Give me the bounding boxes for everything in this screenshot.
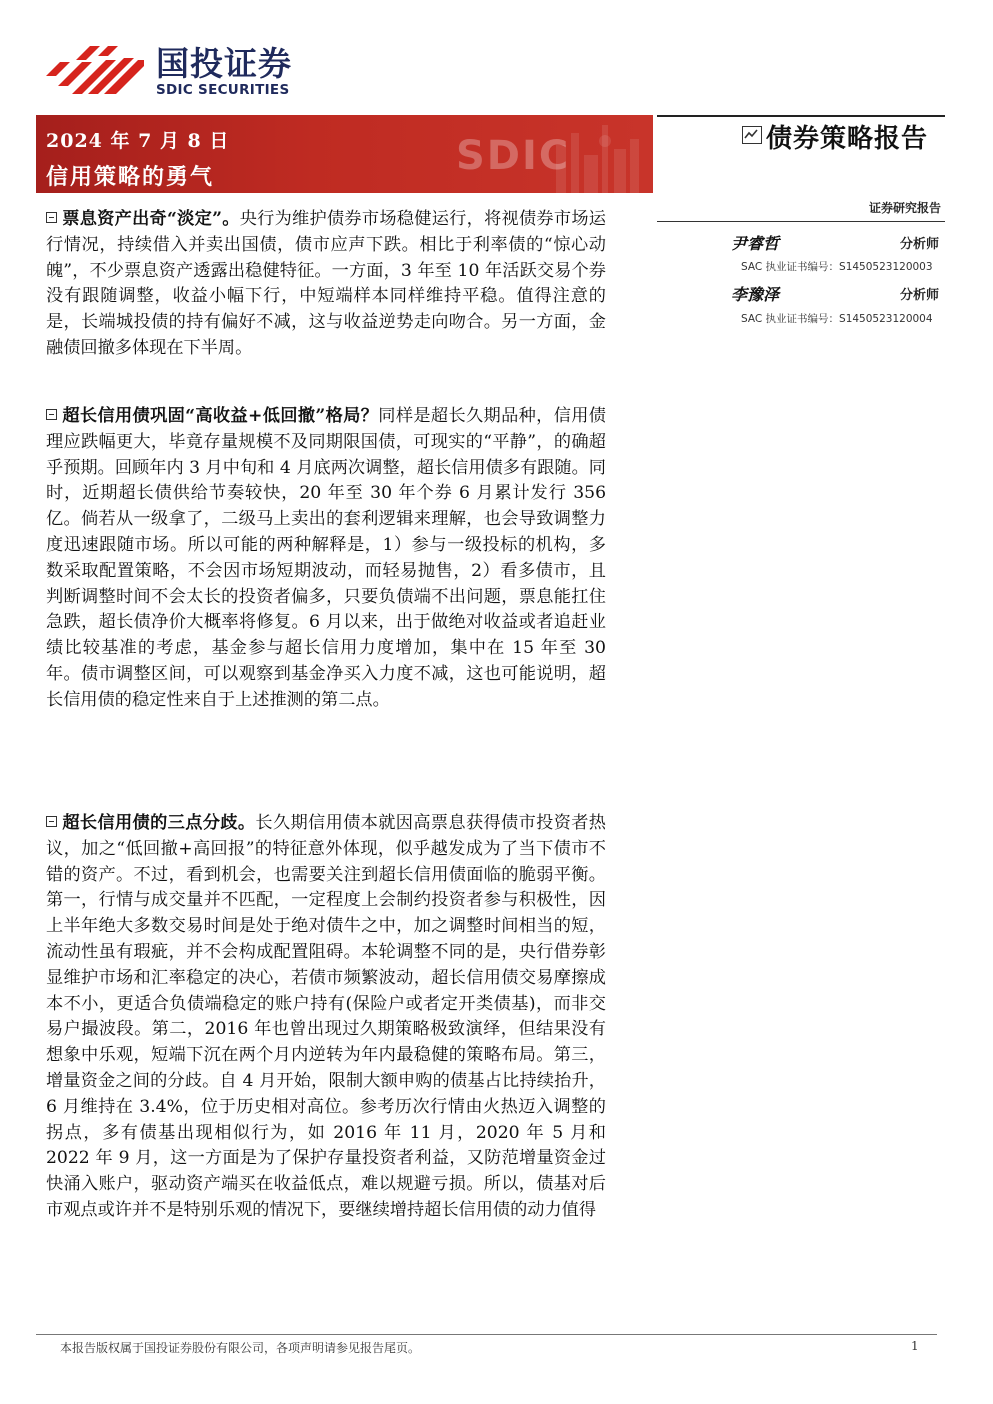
- analyst-cert: SAC 执业证书编号：S1450523120003: [741, 261, 933, 273]
- paragraph-lead: 票息资产出奇“淡定”。: [62, 209, 240, 229]
- paragraph: [46, 404, 606, 714]
- report-sub-label: 证券研究报告: [868, 201, 941, 215]
- report-type: [766, 118, 928, 155]
- page-number: 1: [911, 1339, 919, 1353]
- logo-name-cn: 国投证券: [156, 44, 292, 83]
- company-logo: [46, 42, 316, 100]
- analyst-name: 李豫泽: [731, 285, 780, 304]
- paragraph: [46, 207, 606, 362]
- sidebar-divider: [657, 221, 945, 222]
- sidebar-top-rule: [657, 115, 945, 117]
- footer-rule: [36, 1334, 937, 1335]
- report-type-label: 债券策略报告: [766, 124, 929, 154]
- analyst-role: 分析师: [899, 288, 939, 303]
- paragraph-text: 同样是超长久期品种，信用债理应跌幅更大，毕竟存量规模不及同期限国债，可现实的“平静”，的确超乎预期。回顾年内 3 月中旬和 4 月底两次调整，超长信用债多有跟随。同时，近期超长债供给节奏较快，20 年至 30 年个券 6 月累计发行 356 亿。倘若从一级拿了，二级马上卖出的套利逻辑来理解，也会导致调整力度迅速跟随市场。所以可能的两种解释是，1）参与一级投标的机构，多数采取配置策略，不会因市场短期波动，而轻易抛售，2）看多债市，且判断调整时间不会太长的投资者偏多，只要负债端不出问题，票息能扛住急跌，超长债净价大概率将修复。6 月以来，出于做绝对收益或者追赶业绩比较基准的考虑，基金参与超长信用力度增加，集中在 15 年至 30 年。债市调整区间，可以观察到基金净买入力度不减，这也可能说明，超长信用债的稳定性来自于上述推测的第二点。: [46, 406, 606, 710]
- paragraph-text: 长久期信用债本就因高票息获得债市投资者热议，加之“低回撤+高回报”的特征意外体现，似乎越发成为了当下债市不错的资产。不过，看到机会，也需要关注到超长信用债面临的脆弱平衡。第一，行情与成交量并不匹配，一定程度上会制约投资者参与积极性，因上半年绝大多数交易时间是处于绝对债牛之中，加之调整时间相当的短，流动性虽有瑕疵，并不会构成配置阻碍。本轮调整不同的是，央行借券彰显维护市场和汇率稳定的决心，若债市频繁波动，超长信用债交易摩擦成本不小，更适合负债端稳定的账户持有(保险户或者定开类债基)，而非交易户撮波段。第二，2016 年也曾出现过久期策略极致演绎，但结果没有想象中乐观，短端下沉在两个月内逆转为年内最稳健的策略布局。第三，增量资金之间的分歧。自 4 月开始，限制大额申购的债基占比持续抬升，6 月维持在 3.4%，位于历史相对高位。参考历次行情由火热迈入调整的拐点，多有债基出现相似行为，如 2016 年 11 月，2020 年 5 月和 2022 年 9 月，这一方面是为了保护存量投资者利益，又防范增量资金过快涌入账户，驱动资产端买在收益低点，难以规避亏损。所以，债基对后市观点或许并不是特别乐观的情况下，要继续增持超长信用债的动力值得: [46, 813, 606, 1220]
- bullet-icon: [46, 409, 57, 420]
- paragraph-text: 央行为维护债券市场稳健运行，将视债券市场运行情况，持续借入并卖出国债，债市应声下跌。相比于利率债的“惊心动魄”，不少票息资产透露出稳健特征。一方面，3 年至 10 年活跃交易个券没有跟随调整，收益小幅下行，中短端样本同样维持平稳。值得注意的是，长端城投债的持有偏好不减，这与收益逆势走向吻合。另一方面，金融债回撤多体现在下半周。: [46, 209, 606, 358]
- chart-icon: [742, 126, 762, 144]
- banner-watermark: SDIC: [456, 133, 571, 179]
- sdic-logo-mark-icon: [46, 46, 144, 94]
- paragraph-lead: 超长信用债巩固“高收益+低回撤”格局？: [62, 406, 379, 426]
- bullet-icon: [46, 816, 57, 827]
- title-banner: [36, 115, 653, 193]
- report-date: 2024 年 7 月 8 日: [46, 130, 230, 152]
- footer-disclaimer: 本报告版权属于国投证券股份有限公司，各项声明请参见报告尾页。: [60, 1341, 421, 1355]
- report-title: 信用策略的勇气: [46, 164, 215, 190]
- analyst-role: 分析师: [899, 237, 939, 252]
- paragraph-lead: 超长信用债的三点分歧。: [62, 813, 256, 833]
- paragraph: [46, 811, 606, 1224]
- logo-name-en: SDIC SECURITIES: [156, 82, 290, 98]
- analyst-cert: SAC 执业证书编号：S1450523120004: [741, 313, 933, 325]
- analyst-name: 尹睿哲: [731, 234, 780, 253]
- bullet-icon: [46, 212, 57, 223]
